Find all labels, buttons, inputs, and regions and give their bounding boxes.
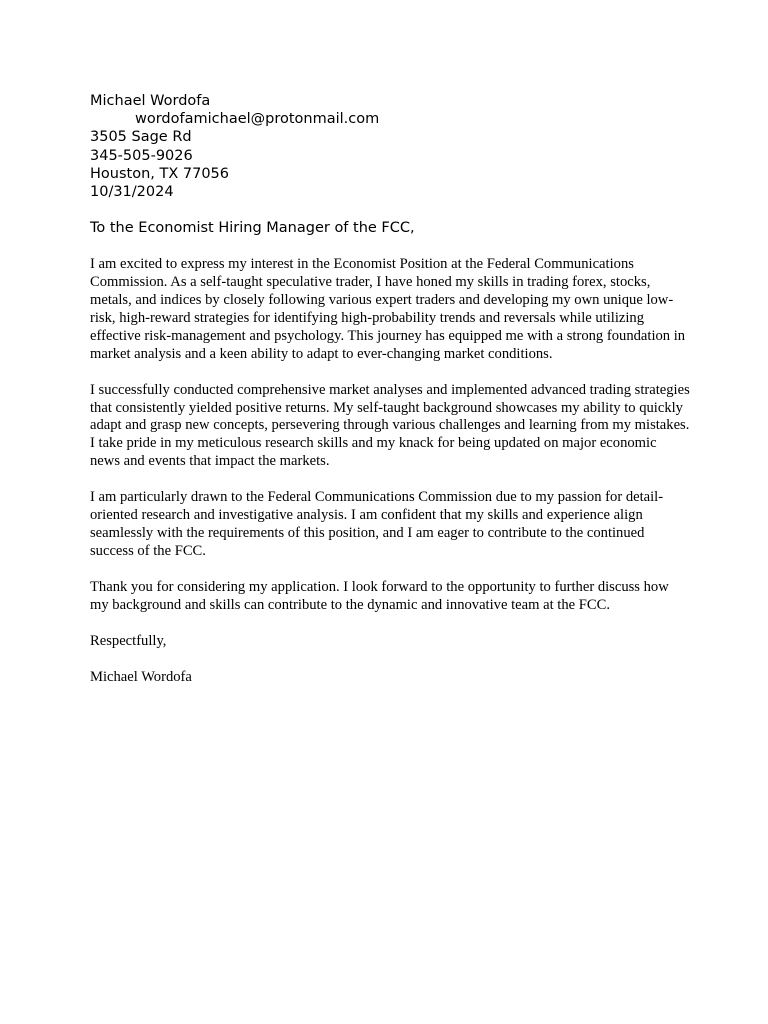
sender-city: Houston, TX 77056 (90, 165, 230, 182)
body-paragraph: Thank you for considering my application. I look forward to the opportunity to further discuss how my background and skills can contribute to the dynamic and innovative team at the FCC. (90, 578, 669, 613)
letter-body (90, 256, 690, 686)
sender-phone: 345-505-9026 (90, 147, 193, 164)
sender-name: Michael Wordofa (90, 93, 211, 109)
sender-header (90, 92, 690, 201)
salutation: To the Economist Hiring Manager of the FCC, (90, 220, 415, 237)
body-paragraph: I am particularly drawn to the Federal Communications Commission due to my passion for detail-oriented research and investigative analysis. I am confident that my skills and experience align seamlessly with the requirements of this position, and I am eager to contribute to the continued success of the FCC. (90, 489, 664, 559)
letter-date: 10/31/2024 (90, 184, 174, 201)
body-paragraph: I successfully conducted comprehensive market analyses and implemented advanced trading strategies that consistently yielded positive returns. My self-taught background showcases my ability to quickly adapt and grasp new concepts, persevering through various challenges and learning from my mistakes. I take pride in my meticulous research skills and my knack for being updated on major economic news and events that impact the markets. (90, 381, 690, 470)
letter-page (90, 92, 690, 686)
closing: Respectfully, (90, 632, 167, 649)
sender-email: wordofamichael@protonmail.com (135, 111, 380, 128)
signature-name: Michael Wordofa (90, 668, 192, 685)
body-paragraph: I am excited to express my interest in the Economist Position at the Federal Communications Commission. As a self-taught speculative trader, I have honed my skills in trading forex, stocks, metals, and indices by closely following various expert traders and developing my own unique low-risk, high-reward strategies for identifying high-probability trends and reversals while utilizing effective risk-management and psychology. This journey has equipped me with a strong foundation in market analysis and a keen ability to adapt to ever-changing market conditions. (90, 256, 686, 362)
sender-address: 3505 Sage Rd (90, 129, 192, 146)
